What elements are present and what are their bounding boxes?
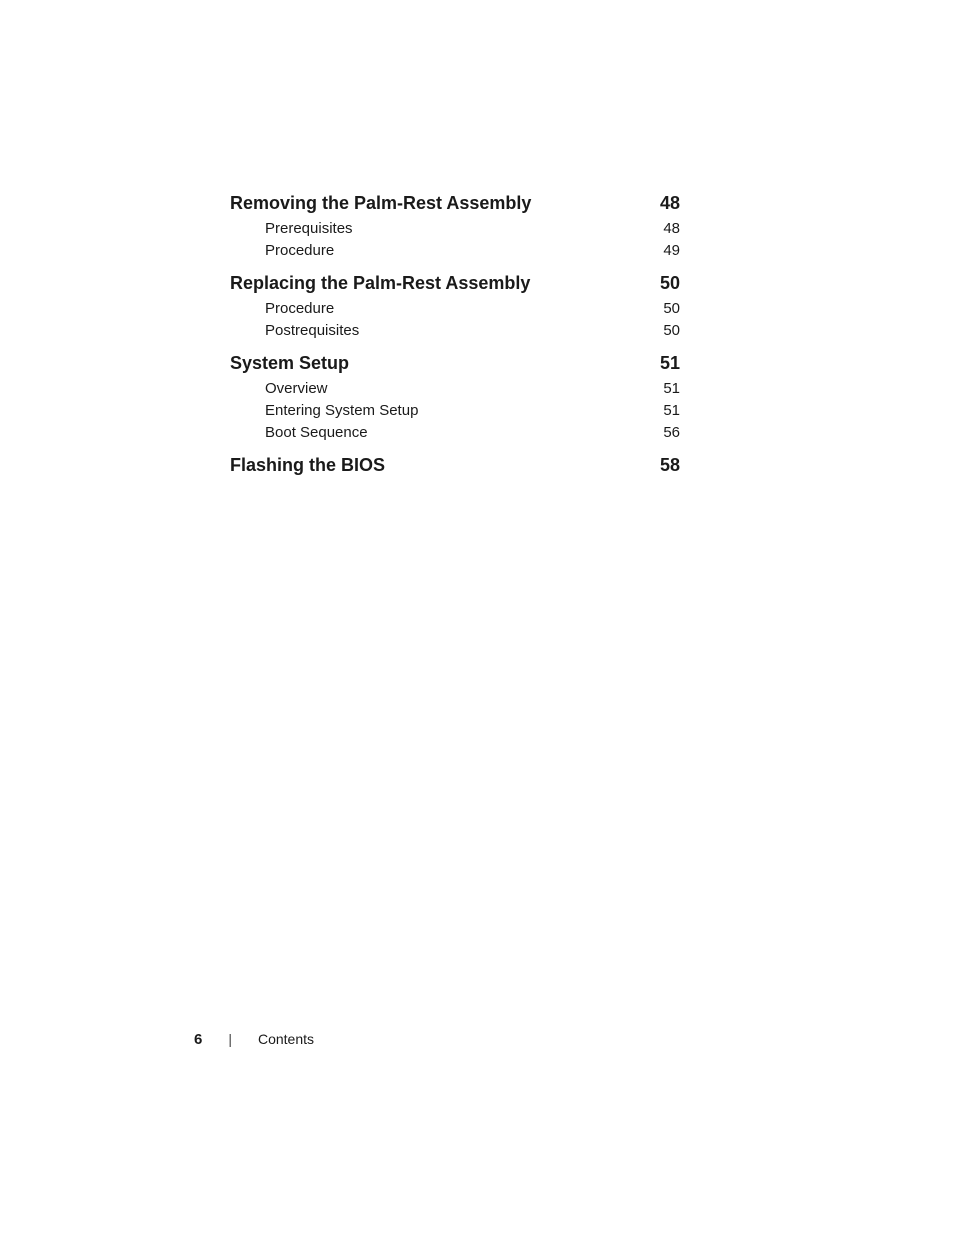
- toc-subentry-title: Boot Sequence: [265, 424, 368, 441]
- toc-section: [230, 270, 680, 342]
- toc-subentry-page: 51: [663, 402, 680, 419]
- toc-entry-page: 51: [659, 353, 680, 373]
- toc-section: [230, 350, 680, 444]
- toc-subentry-page: 50: [663, 300, 680, 317]
- toc-subentry[interactable]: [230, 240, 680, 262]
- toc-subentry-title: Entering System Setup: [265, 402, 419, 419]
- toc-subentry[interactable]: [230, 422, 680, 444]
- toc-entry-page: 58: [659, 455, 680, 475]
- toc-subentry-title: Prerequisites: [265, 220, 353, 237]
- toc-subentry-page: 51: [663, 380, 680, 397]
- toc-entry[interactable]: [230, 350, 680, 376]
- toc-entry[interactable]: [230, 452, 680, 478]
- footer-page-number: 6: [194, 1031, 203, 1048]
- toc-subentry-title: Procedure: [265, 242, 335, 259]
- toc-entry[interactable]: [230, 270, 680, 296]
- toc-entry-title: System Setup: [230, 353, 350, 373]
- footer-separator: |: [228, 1031, 232, 1047]
- toc-entry-page: 50: [659, 273, 680, 293]
- toc-subentry[interactable]: [230, 218, 680, 240]
- page-footer: [194, 1031, 314, 1048]
- toc-subentry-page: 56: [663, 424, 680, 441]
- toc-entry-title: Flashing the BIOS: [230, 455, 386, 475]
- toc-subentry[interactable]: [230, 378, 680, 400]
- toc-subentry-title: Overview: [265, 380, 328, 397]
- toc-subentry-page: 48: [663, 220, 680, 237]
- toc-subentry-page: 50: [663, 322, 680, 339]
- toc-subentry[interactable]: [230, 400, 680, 422]
- toc-section: [230, 190, 680, 262]
- toc-subentry-title: Postrequisites: [265, 322, 360, 339]
- toc-entry-page: 48: [659, 193, 680, 213]
- toc-entry-title: Removing the Palm-Rest Assembly: [230, 193, 532, 213]
- toc-entry[interactable]: [230, 190, 680, 216]
- toc-subentry-title: Procedure: [265, 300, 335, 317]
- table-of-contents: [230, 190, 680, 486]
- toc-subentry[interactable]: [230, 298, 680, 320]
- footer-label: Contents: [257, 1031, 315, 1047]
- toc-subentry-page: 49: [663, 242, 680, 259]
- toc-entry-title: Replacing the Palm-Rest Assembly: [230, 273, 531, 293]
- toc-subentry[interactable]: [230, 320, 680, 342]
- toc-section: [230, 452, 680, 478]
